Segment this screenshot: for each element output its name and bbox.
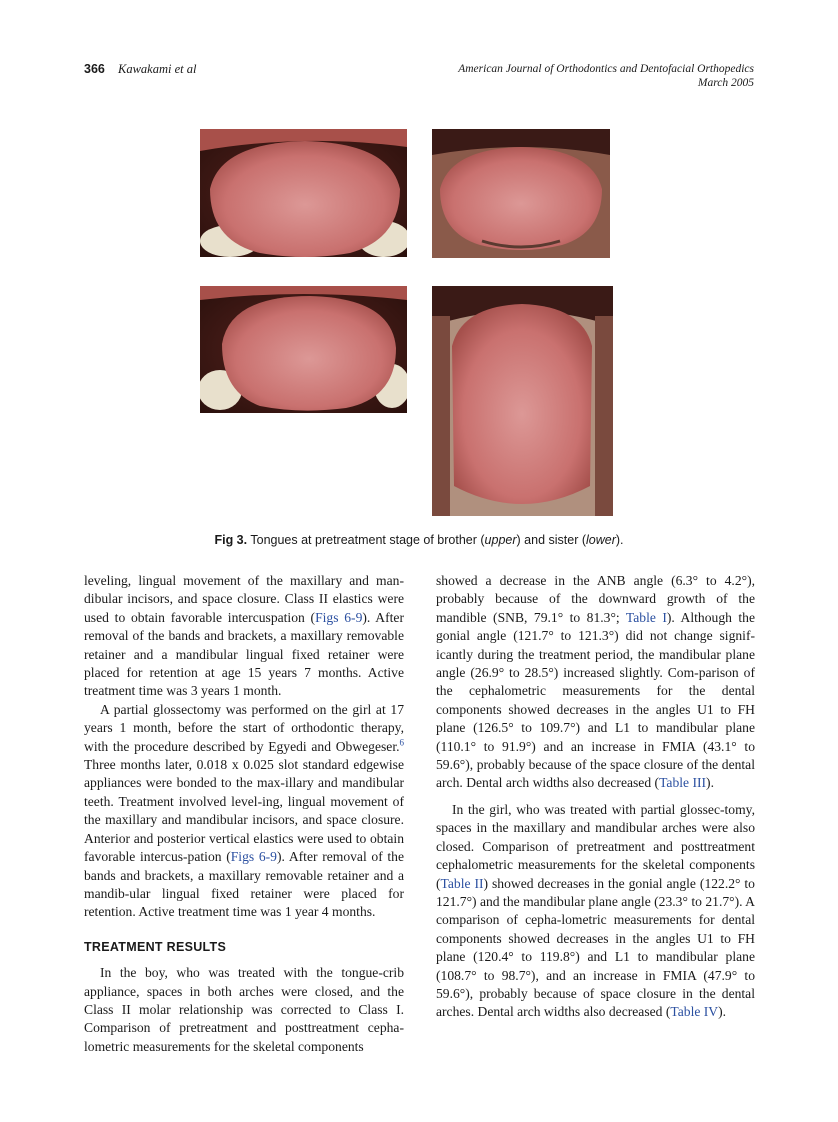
paragraph: leveling, lingual movement of the maxillary and man-dibular incisors, and space closure. Class II elastics were used to obtain favorable intercuspation (Figs 6-9). After removal of the bands and brackets, a maxillary removable retainer and a mandibular lingual fixed retainer were placed for retention at age 15 years 7 months. Active treatment time was 3 years 1 month. <box>84 573 404 699</box>
table-reference-link[interactable]: Table I <box>625 609 667 625</box>
right-column <box>436 572 755 1022</box>
running-header <box>84 62 754 92</box>
journal-title: American Journal of Orthodontics and Dentofacial Orthopedics <box>458 63 754 75</box>
paragraph: showed a decrease in the ANB angle (6.3° to 4.2°), probably because of the downward growth of the mandible (SNB, 79.1° to 81.3°; Table I). Although the gonial angle (121.7° to 121.3°) did not change signif-icantly during the treatment period, the mandibular plane angle (26.9° to 28.5°) increased slightly. Com-parison of the cephalometric measurements for the dental components showed decreases in the angles U1 to FH plane (126.5° to 109.7°) and L1 to mandibular plane (110.1° to 91.9°) and an increase in FMIA (43.1° to 59.6°), probably because of the space closure of the dental arch. Dental arch widths also decreased (Table III). <box>436 573 755 791</box>
tongue-photo-brother-1 <box>200 129 407 257</box>
figure-label: Fig 3. <box>214 533 248 547</box>
tongue-photo-sister-2 <box>432 286 613 516</box>
left-column <box>84 572 404 1056</box>
table-reference-link[interactable]: Table II <box>440 875 484 891</box>
running-authors: Kawakami et al <box>118 62 197 76</box>
tongue-photo-brother-2 <box>432 129 610 258</box>
issue-date: March 2005 <box>697 77 754 89</box>
figure-reference-link[interactable]: Figs 6-9 <box>315 609 363 625</box>
paragraph: In the girl, who was treated with partial glossec-tomy, spaces in the maxillary and mandibular arches were also closed. Comparison of pretreatment and posttreatment cephalometric measurements for the skeletal components (Table II) showed decreases in the gonial angle (122.2° to 121.7°) and the mandibular plane angle (23.3° to 21.7°). A comparison of cepha-lometric measurements for dental components showed decreases in the angles U1 to FH plane (120.4° to 119.8°) and L1 to mandibular plane (108.7° to 98.7°), and an increase in FMIA (47.9° to 59.6°), probably because of space closure in the dental arches. Dental arch widths also decreased (Table IV). <box>436 801 755 1020</box>
section-heading: TREATMENT RESULTS <box>84 939 227 954</box>
figure-caption: Fig 3. Tongues at pretreatment stage of brother (upper) and sister (lower). <box>214 533 624 547</box>
paragraph: In the boy, who was treated with the tongue-crib appliance, spaces in both arches were closed, and the Class II molar relationship was corrected to Class I. Comparison of pretreatment and posttreatment cepha-lometric measurements for the skeletal components <box>84 965 404 1054</box>
table-reference-link[interactable]: Table IV <box>670 1004 719 1020</box>
paragraph: A partial glossectomy was performed on the girl at 17 years 1 month, before the start of orthodontic therapy, with the procedure described by Egyedi and Obwegeser.$^6$ Three months later, 0.018 x 0.025 slot standard edgewise appliances were bonded to the max-illary and mandibular teeth. Treatment involved level-ing, lingual movement of the maxillary and mandibular incisors, and space closure. Anterior and posterior vertical elastics were used to obtain favorable intercus-pation (Figs 6-9). After removal of the bands and brackets, a maxillary removable retainer and a mandib-ular lingual fixed retainer were placed for retention. Active treatment time was 1 year 4 months. <box>84 701 405 920</box>
tongue-photo-sister-1 <box>200 286 407 413</box>
figure-reference-link[interactable]: Figs 6-9 <box>230 849 277 865</box>
journal-info <box>458 62 754 90</box>
page-number: 366 <box>84 62 105 76</box>
table-reference-link[interactable]: Table III <box>659 775 707 791</box>
citation-link[interactable]: 6 <box>399 737 404 748</box>
